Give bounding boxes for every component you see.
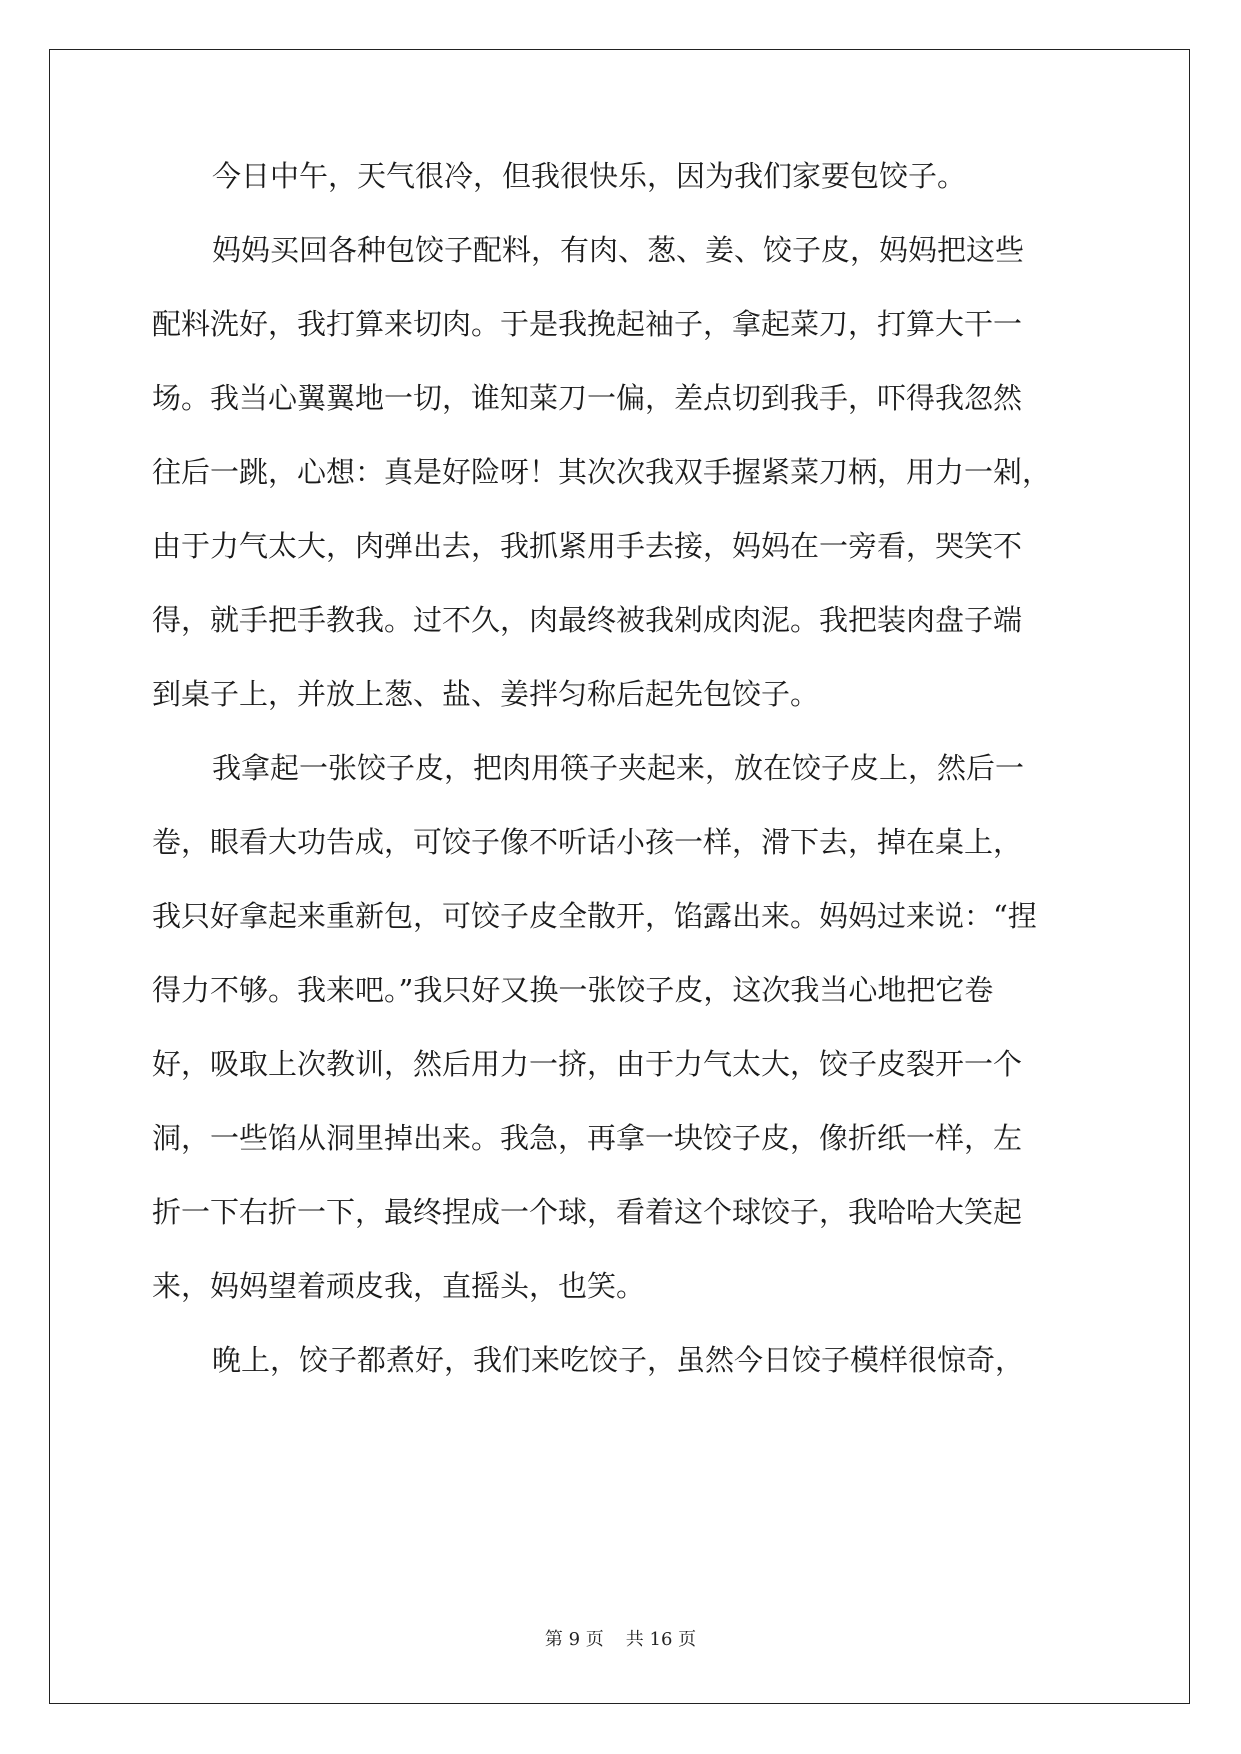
paragraph-line: 得力不够。我来吧。”我只好又换一张饺子皮，这次我当心地把它卷 <box>152 973 994 1007</box>
paragraph-line: 好，吸取上次教训，然后用力一挤，由于力气太大，饺子皮裂开一个 <box>152 1047 1023 1081</box>
page-total: 共 16 页 <box>625 1629 697 1650</box>
paragraph-line: 由于力气太大，肉弹出去，我抓紧用手去接，妈妈在一旁看，哭笑不 <box>152 529 1023 563</box>
paragraph-line: 卷，眼看大功告成，可饺子像不听话小孩一样，滑下去，掉在桌上， <box>152 825 1023 859</box>
paragraph-line: 到桌子上，并放上葱、盐、姜拌匀称后起先包饺子。 <box>152 677 820 711</box>
paragraph-line: 配料洗好，我打算来切肉。于是我挽起袖子，拿起菜刀，打算大干一 <box>152 307 1023 341</box>
paragraph-line: 场。我当心翼翼地一切，谁知菜刀一偏，差点切到我手，吓得我忽然 <box>152 381 1023 415</box>
page-border <box>49 49 1190 1704</box>
paragraph-line: 晚上，饺子都煮好，我们来吃饺子，虽然今日饺子模样很惊奇， <box>212 1343 1025 1377</box>
paragraph-line: 得，就手把手教我。过不久，肉最终被我剁成肉泥。我把装肉盘子端 <box>152 603 1023 637</box>
paragraph-line: 妈妈买回各种包饺子配料，有肉、葱、姜、饺子皮，妈妈把这些 <box>212 233 1025 267</box>
page-number: 第 9 页 <box>544 1629 604 1650</box>
page-footer <box>0 1628 1241 1652</box>
paragraph-line: 折一下右折一下，最终捏成一个球，看着这个球饺子，我哈哈大笑起 <box>152 1195 1023 1229</box>
paragraph-line: 洞，一些馅从洞里掉出来。我急，再拿一块饺子皮，像折纸一样，左 <box>152 1121 1023 1155</box>
paragraph-line: 今日中午，天气很冷，但我很快乐，因为我们家要包饺子。 <box>212 159 967 193</box>
paragraph-line: 我拿起一张饺子皮，把肉用筷子夹起来，放在饺子皮上，然后一 <box>212 751 1025 785</box>
paragraph-line: 来，妈妈望着顽皮我，直摇头，也笑。 <box>152 1269 646 1303</box>
paragraph-line: 往后一跳，心想：真是好险呀！其次次我双手握紧菜刀柄，用力一剁， <box>152 455 1052 489</box>
paragraph-line: 我只好拿起来重新包，可饺子皮全散开，馅露出来。妈妈过来说：“捏 <box>152 899 1037 933</box>
